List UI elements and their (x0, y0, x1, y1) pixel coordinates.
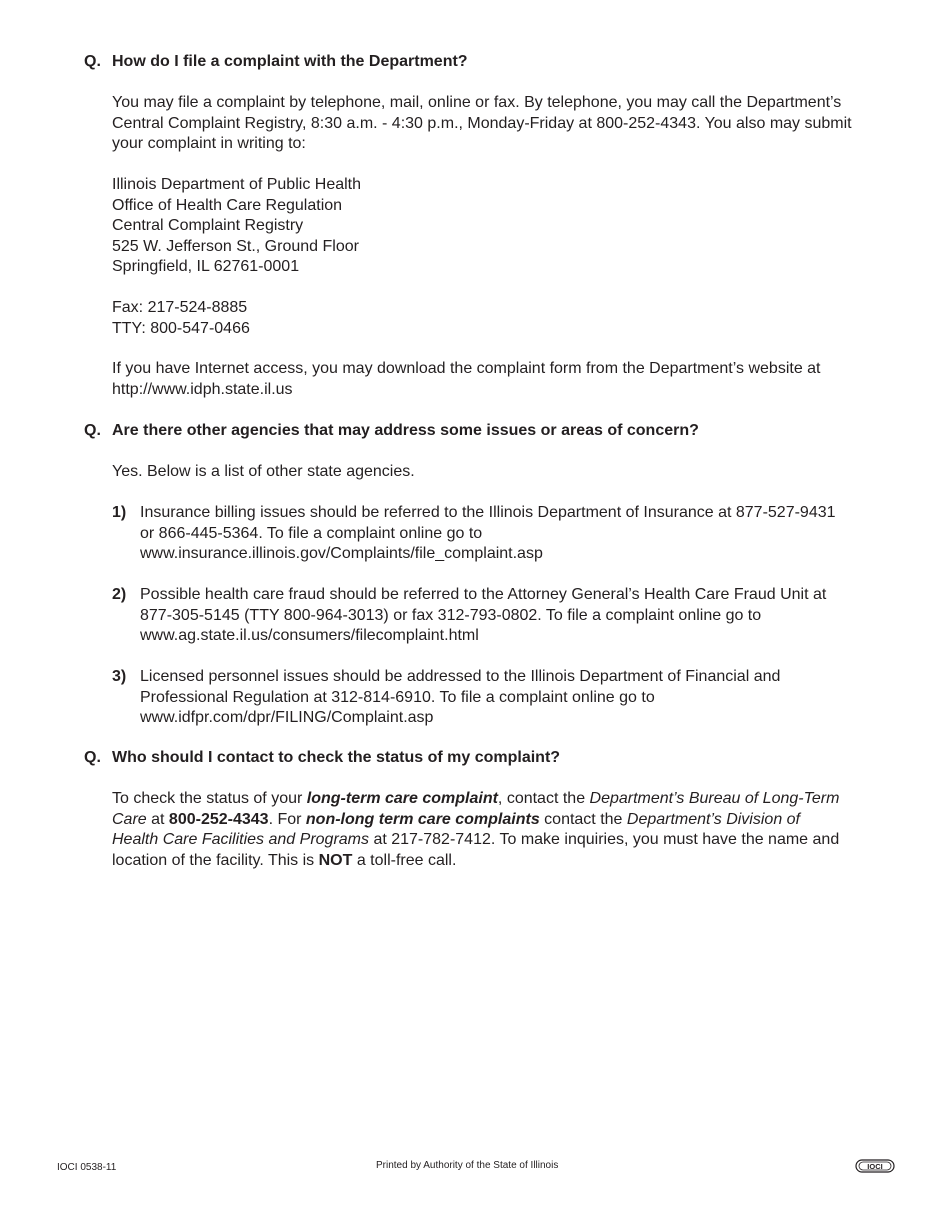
address-line: Springfield, IL 62761-0001 (112, 258, 300, 275)
address-line: Central Complaint Registry (112, 217, 304, 234)
text-line (112, 789, 902, 810)
question-label: Q. (84, 422, 101, 439)
text-run: . For (268, 810, 306, 828)
question-text: Are there other agencies that may address some issues or areas of concern? (112, 422, 699, 439)
text-run: To check the status of your (112, 790, 307, 807)
address-line: Office of Health Care Regulation (112, 196, 343, 214)
text-run: , contact the (497, 790, 590, 807)
emphasis-long-term-care: long-term care complaint (306, 790, 498, 807)
item-url: www.insurance.illinois.gov/Complaints/file_complaint.asp (140, 545, 543, 562)
text-line: Insurance billing issues should be referred to the Illinois Department of Insurance at 877-527-9431 (140, 504, 836, 521)
mailing-address (112, 175, 902, 278)
ioci-logo-icon (855, 1159, 895, 1173)
question-1 (84, 52, 468, 72)
text-run: a toll-free call. (352, 851, 457, 869)
item-text (140, 667, 900, 729)
bureau-phone: 800-252-4343 (168, 810, 269, 828)
question-text: How do I file a complaint with the Department? (112, 53, 468, 70)
item-text (140, 585, 900, 647)
tty-number: TTY: 800-547-0466 (112, 319, 250, 337)
text-run: contact the (539, 810, 627, 828)
question-label: Q. (84, 749, 101, 766)
text-line (112, 830, 902, 851)
text-line: Professional Regulation at 312-814-6910. To file a complaint online go to (140, 688, 655, 706)
printed-by-authority: Printed by Authority of the State of Illinois (376, 1160, 559, 1171)
text-run: at (146, 810, 169, 828)
question-text: Who should I contact to check the status of my complaint? (112, 749, 561, 766)
item-number: 1) (112, 504, 127, 521)
text-line: 877-305-5145 (TTY 800-964-3013) or fax 312-793-0802. To file a complaint online go to (140, 606, 762, 624)
text-run: location of the facility. This is (112, 851, 319, 869)
text-line: If you have Internet access, you may download the complaint form from the Department’s website at (112, 360, 821, 377)
item-number: 2) (112, 586, 127, 603)
item-url: www.idfpr.com/dpr/FILING/Complaint.asp (140, 709, 434, 726)
text-line: Possible health care fraud should be referred to the Attorney General’s Health Care Fraud Unit at (140, 586, 827, 603)
text-line (112, 810, 902, 831)
form-number: IOCI 0538-11 (57, 1162, 117, 1173)
bureau-name: Department’s Bureau of Long-Term (589, 790, 840, 807)
q1-intro-paragraph (112, 93, 902, 155)
text-line: You may file a complaint by telephone, mail, online or fax. By telephone, you may call the Department’s (112, 94, 842, 111)
item-url: www.ag.state.il.us/consumers/filecomplaint.html (140, 627, 479, 644)
text-line: Central Complaint Registry, 8:30 a.m. - 4:30 p.m., Monday-Friday at 800-252-4343. You also may submit (112, 114, 852, 132)
q2-intro (112, 462, 902, 483)
website-url: http://www.idph.state.il.us (112, 380, 293, 398)
division-name: Department’s Division of (626, 810, 800, 828)
fax-tty-contacts (112, 298, 902, 339)
item-number: 3) (112, 668, 127, 685)
text-run: at 217-782-7412. To make inquiries, you must have the name and (369, 831, 840, 848)
logo-text: IOCI (867, 1161, 883, 1171)
text-line (112, 851, 902, 872)
internet-paragraph (112, 359, 902, 400)
fax-number: Fax: 217-524-8885 (112, 299, 248, 316)
emphasis-non-long-term: non-long term care complaints (305, 810, 540, 828)
text-line: Yes. Below is a list of other state agencies. (112, 463, 415, 480)
text-line: Licensed personnel issues should be addressed to the Illinois Department of Financial and (140, 668, 781, 685)
emphasis-not: NOT (318, 851, 353, 869)
text-line: your complaint in writing to: (112, 135, 306, 152)
status-paragraph (112, 789, 902, 871)
question-label: Q. (84, 53, 101, 70)
address-line: Illinois Department of Public Health (112, 176, 362, 193)
text-line: or 866-445-5364. To file a complaint online go to (140, 524, 483, 542)
question-3 (84, 748, 560, 768)
question-2 (84, 421, 699, 441)
address-line: 525 W. Jefferson St., Ground Floor (112, 237, 359, 255)
bureau-name-cont: Care (112, 810, 147, 828)
item-text (140, 503, 900, 565)
division-name-cont: Health Care Facilities and Programs (112, 831, 369, 848)
